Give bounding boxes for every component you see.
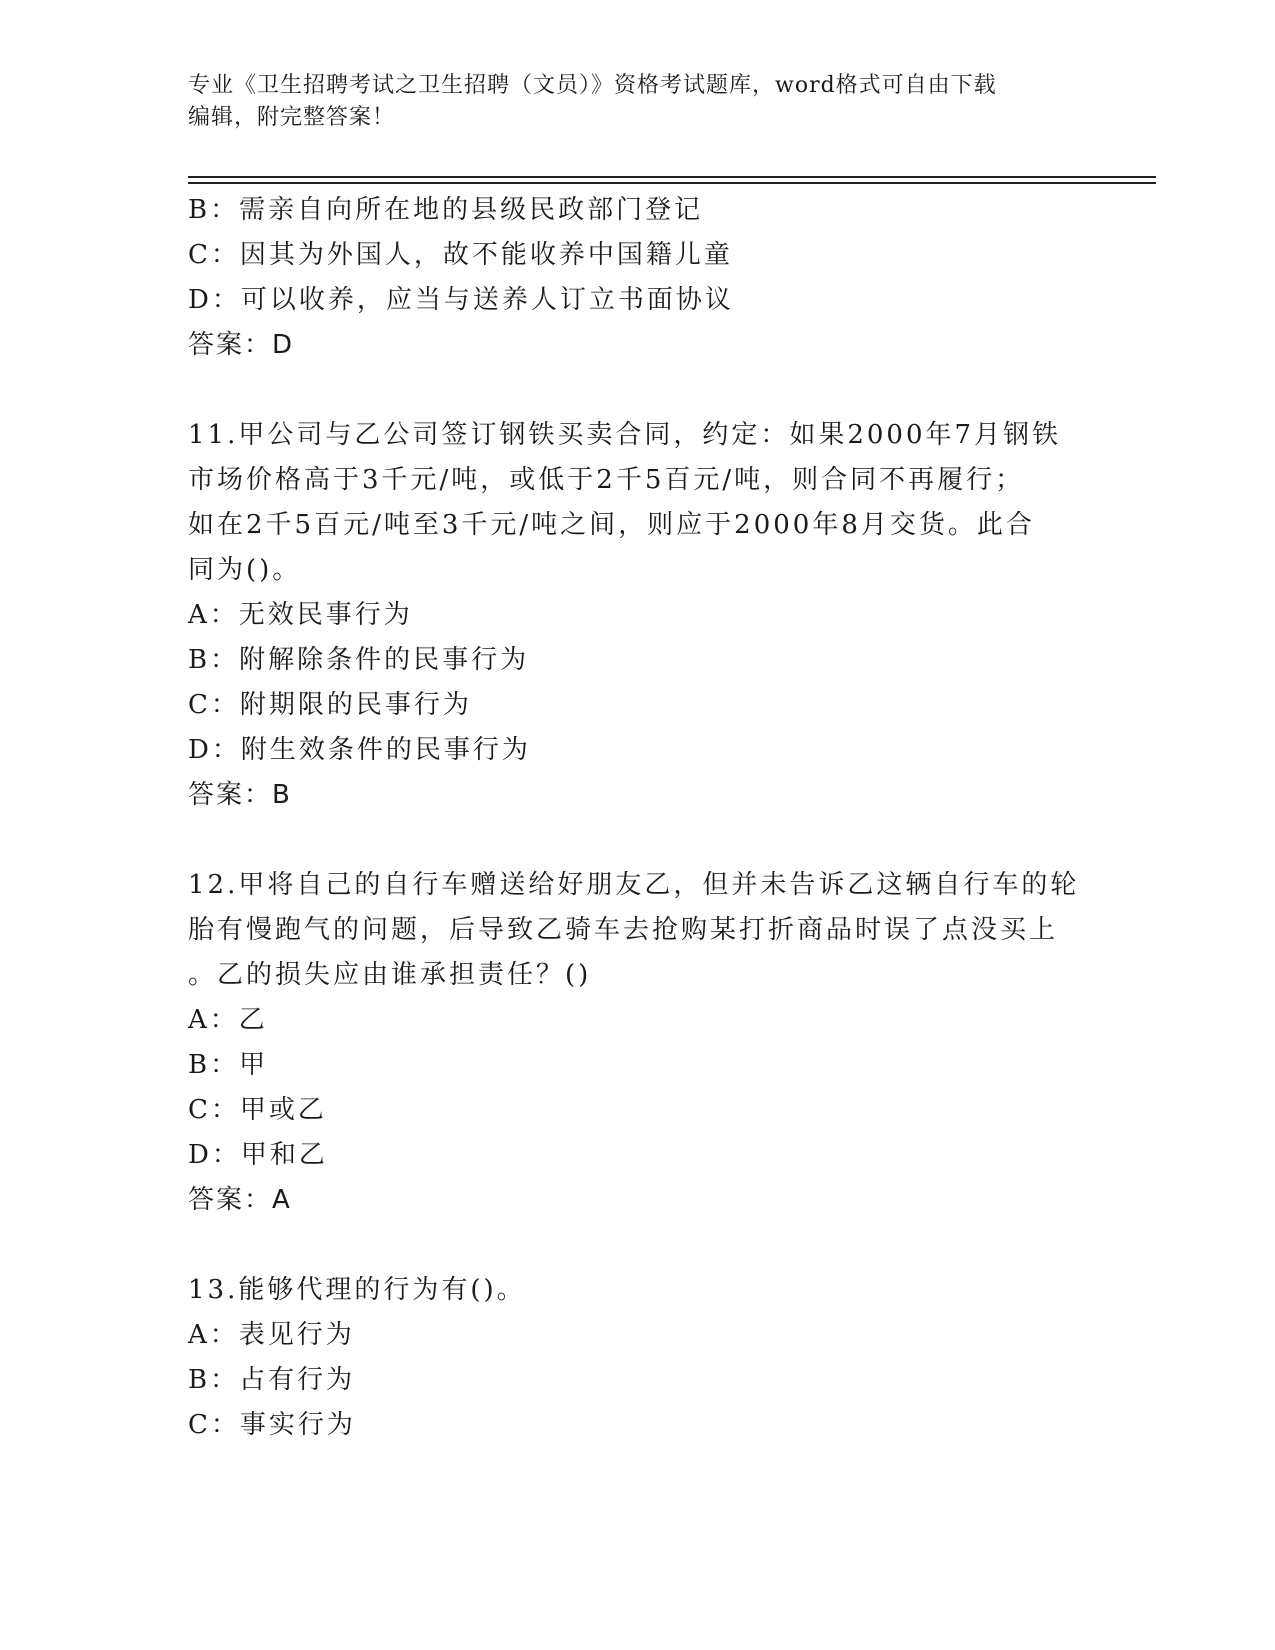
header-rule-top [188,176,1156,178]
question-11 [188,413,1088,818]
option-a: A：乙 [188,1005,268,1035]
header-line-2: 编辑，附完整答案！ [188,105,396,130]
spacer [188,818,1088,863]
option-c: C：因其为外国人，故不能收养中国籍儿童 [188,240,733,270]
option-a: A：表见行为 [188,1320,355,1350]
answer-line: 答案：D [188,330,295,360]
answer-line: 答案：B [188,780,292,810]
answer-line: 答案：A [188,1185,292,1215]
spacer [188,368,1088,413]
question-stem-line: 12.甲将自己的自行车赠送给好朋友乙，但并未告诉乙这辆自行车的轮 [188,870,1080,900]
option-c: C：事实行为 [188,1410,356,1440]
option-d: D：可以收养，应当与送养人订立书面协议 [188,285,734,315]
option-d: D：附生效条件的民事行为 [188,735,531,765]
header-line-1: 专业《卫生招聘考试之卫生招聘（文员）》资格考试题库，word格式可自由下载 [188,73,997,98]
question-10-tail [188,188,1088,368]
question-stem-line: 市场价格高于3千元/吨，或低于2千5百元/吨，则合同不再履行； [188,465,1025,495]
question-stem-line: 如在2千5百元/吨至3千元/吨之间，则应于2000年8月交货。此合 [188,510,1035,540]
option-b: B：占有行为 [188,1365,356,1395]
question-stem-line: 胎有慢跑气的问题，后导致乙骑车去抢购某打折商品时误了点没买上 [188,915,1059,945]
option-a: A：无效民事行为 [188,600,413,630]
header-rule-bottom [188,182,1156,184]
option-b: B：需亲自向所在地的县级民政部门登记 [188,195,704,225]
question-12 [188,863,1088,1223]
question-list [188,188,1088,1448]
document-header [188,70,1068,134]
question-stem-line: 同为()。 [188,555,302,585]
option-b: B：附解除条件的民事行为 [188,645,530,675]
option-c: C：附期限的民事行为 [188,690,472,720]
spacer [188,1223,1088,1268]
option-c: C：甲或乙 [188,1095,327,1125]
question-stem-line: 。乙的损失应由谁承担责任？() [188,960,592,990]
question-13 [188,1268,1088,1448]
question-stem-line: 11.甲公司与乙公司签订钢铁买卖合同，约定：如果2000年7月钢铁 [188,420,1062,450]
option-d: D：甲和乙 [188,1140,328,1170]
option-b: B：甲 [188,1050,269,1080]
question-stem-line: 13.能够代理的行为有()。 [188,1275,526,1305]
